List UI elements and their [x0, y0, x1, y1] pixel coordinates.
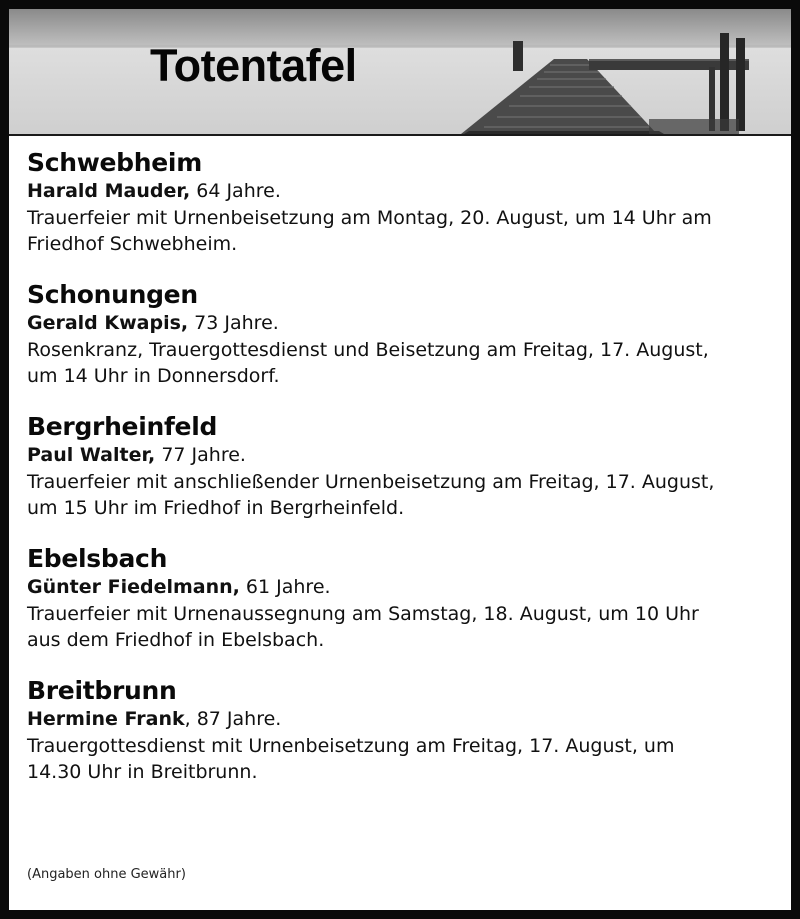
- entry-name: Harald Mauder,: [27, 180, 191, 202]
- entry-details-line: Trauerfeier mit Urnenaussegnung am Samstag, 18. August, um 10 Uhr: [27, 603, 699, 625]
- lake-pier-photo: [9, 9, 791, 134]
- entry-name: Günter Fiedelmann,: [27, 576, 240, 598]
- entry-name: Gerald Kwapis,: [27, 312, 189, 334]
- entry-place: Bergrheinfeld: [27, 412, 218, 441]
- entry-person: [27, 442, 787, 469]
- obituary-entry: [27, 543, 787, 653]
- entry-person: [27, 706, 787, 733]
- entry-place: Schwebheim: [27, 148, 202, 177]
- entry-details-line: um 14 Uhr in Donnersdorf.: [27, 365, 280, 387]
- entry-place: Ebelsbach: [27, 544, 168, 573]
- entry-age: 61 Jahre.: [239, 576, 331, 598]
- page-title: Totentafel: [150, 40, 357, 91]
- entry-age: 73 Jahre.: [188, 312, 279, 334]
- entry-place: Schonungen: [27, 280, 198, 309]
- obituary-list: [27, 147, 787, 807]
- entry-details-line: Trauerfeier mit Urnenbeisetzung am Montag, 20. August, um 14 Uhr am: [27, 207, 712, 229]
- obituary-entry: [27, 147, 787, 257]
- entry-age: , 87 Jahre.: [184, 708, 282, 730]
- entry-details-line: aus dem Friedhof in Ebelsbach.: [27, 629, 325, 651]
- entry-details-line: Friedhof Schwebheim.: [27, 233, 238, 255]
- entry-person: [27, 178, 787, 205]
- entry-person: [27, 574, 787, 601]
- entry-name: Paul Walter,: [27, 444, 156, 466]
- entry-person: [27, 310, 787, 337]
- header-banner: [9, 9, 791, 136]
- entry-details-line: Trauergottesdienst mit Urnenbeisetzung am Freitag, 17. August, um: [27, 735, 675, 757]
- obituary-entry: [27, 675, 787, 785]
- obituary-entry: [27, 411, 787, 521]
- entry-details-line: 14.30 Uhr in Breitbrunn.: [27, 761, 258, 783]
- entry-details-line: Trauerfeier mit anschließender Urnenbeisetzung am Freitag, 17. August,: [27, 471, 715, 493]
- entry-place: Breitbrunn: [27, 676, 177, 705]
- entry-age: 77 Jahre.: [155, 444, 246, 466]
- disclaimer: (Angaben ohne Gewähr): [27, 867, 186, 882]
- entry-details-line: Rosenkranz, Trauergottesdienst und Beisetzung am Freitag, 17. August,: [27, 339, 709, 361]
- entry-details-line: um 15 Uhr im Friedhof in Bergrheinfeld.: [27, 497, 405, 519]
- entry-name: Hermine Frank: [27, 708, 185, 730]
- entry-age: 64 Jahre.: [190, 180, 281, 202]
- obituary-entry: [27, 279, 787, 389]
